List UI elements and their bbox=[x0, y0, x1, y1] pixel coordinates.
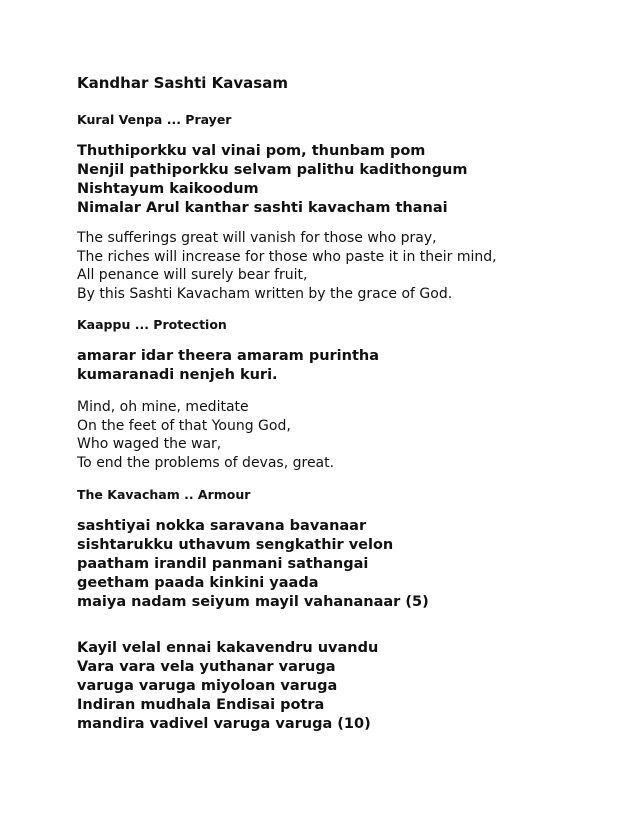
section-heading-kural-venpa: Kural Venpa ... Prayer bbox=[77, 112, 232, 127]
verse-line: Kayil velal ennai kakavendru uvandu bbox=[77, 640, 379, 656]
verse-line: varuga varuga miyoloan varuga bbox=[77, 678, 338, 694]
verse-line: mandira vadivel varuga varuga (10) bbox=[77, 716, 371, 732]
verse-line: Nishtayum kaikoodum bbox=[77, 181, 259, 197]
verse-line: Vara vara vela yuthanar varuga bbox=[77, 659, 336, 675]
translation-line: On the feet of that Young God, bbox=[77, 417, 291, 434]
verse-line: Indiran mudhala Endisai potra bbox=[77, 697, 325, 713]
verse-kural-venpa bbox=[77, 142, 467, 218]
translation-line: To end the problems of devas, great. bbox=[77, 454, 335, 471]
verse-kavacham-1 bbox=[77, 517, 429, 612]
verse-line: Thuthiporkku val vinai pom, thunbam pom bbox=[77, 143, 426, 159]
verse-kaappu bbox=[77, 347, 379, 385]
verse-line: kumaranadi nenjeh kuri. bbox=[77, 367, 278, 383]
section-heading-kavacham: The Kavacham .. Armour bbox=[77, 487, 251, 502]
document-title: Kandhar Sashti Kavasam bbox=[77, 74, 288, 92]
verse-line: maiya nadam seiyum mayil vahananaar (5) bbox=[77, 594, 429, 610]
verse-line: amarar idar theera amaram purintha bbox=[77, 348, 380, 364]
translation-line: All penance will surely bear fruit, bbox=[77, 267, 308, 283]
translation-line: Mind, oh mine, meditate bbox=[77, 399, 249, 415]
verse-line: sishtarukku uthavum sengkathir velon bbox=[77, 537, 394, 553]
verse-line: paatham irandil panmani sathangai bbox=[77, 556, 369, 572]
verse-kavacham-2 bbox=[77, 639, 378, 734]
translation-line: The sufferings great will vanish for those who pray, bbox=[77, 230, 437, 246]
translation-kaappu bbox=[77, 398, 334, 472]
verse-line: Nenjil pathiporkku selvam palithu kadithongum bbox=[77, 162, 468, 178]
translation-kural-venpa bbox=[77, 229, 497, 303]
verse-line: Nimalar Arul kanthar sashti kavacham thanai bbox=[77, 200, 448, 216]
verse-line: geetham paada kinkini yaada bbox=[77, 575, 319, 591]
translation-line: By this Sashti Kavacham written by the grace of God. bbox=[77, 285, 453, 302]
translation-line: The riches will increase for those who paste it in their mind, bbox=[77, 248, 497, 265]
verse-line: sashtiyai nokka saravana bavanaar bbox=[77, 518, 367, 534]
translation-line: Who waged the war, bbox=[77, 436, 222, 452]
section-heading-kaappu: Kaappu ... Protection bbox=[77, 317, 227, 332]
